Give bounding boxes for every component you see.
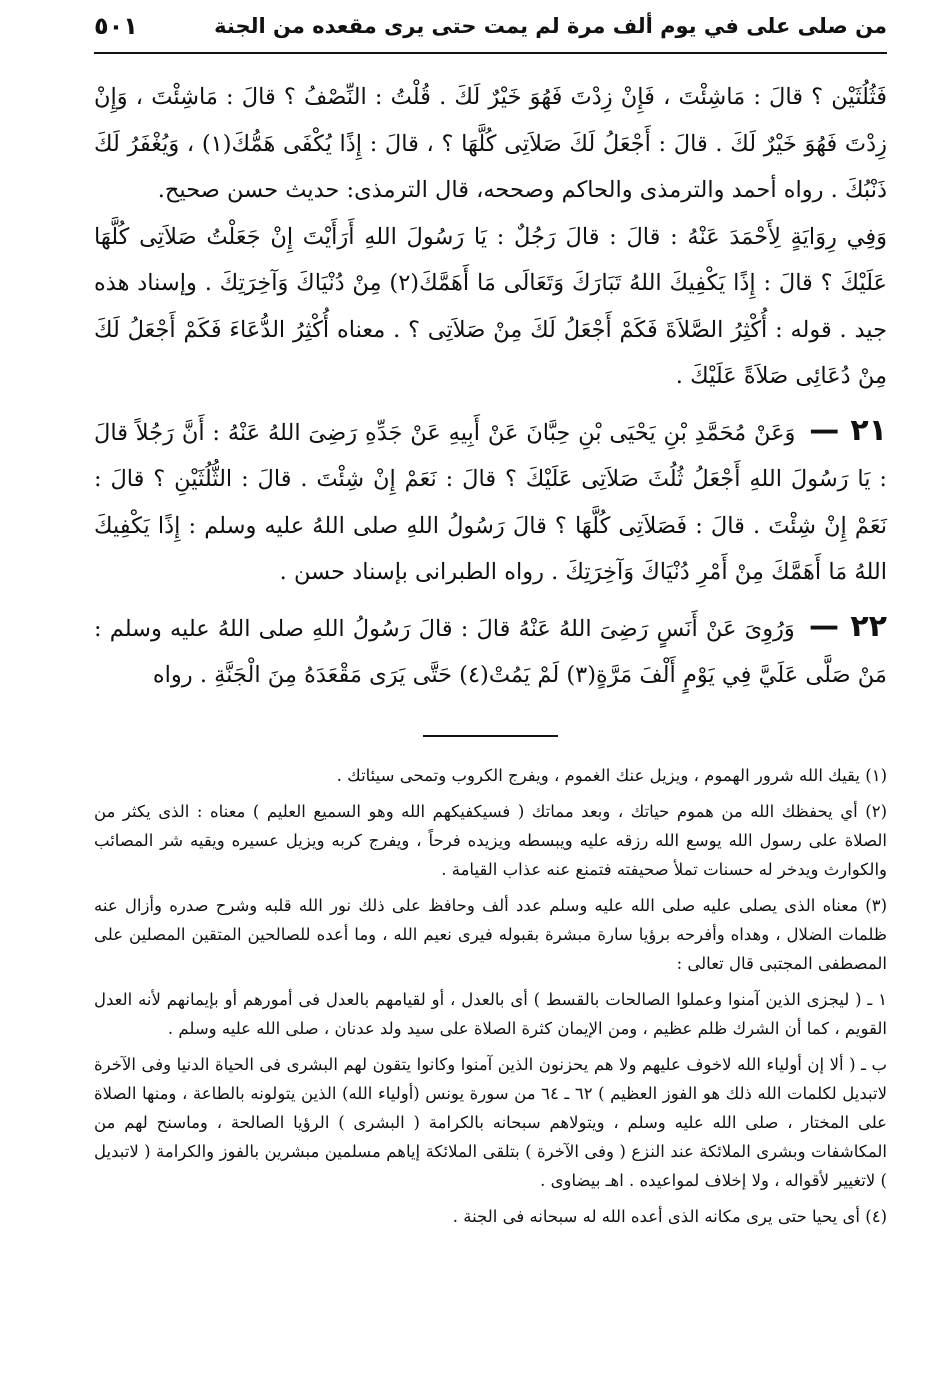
footnote-3-b: ب ـ ( ألا إن أولياء الله لاخوف عليهم ولا هم يحزنون الذين آمنوا وكانوا يتقون لهم البشرى فى الحياة الدنيا وفى الآخرة لاتبديل لكلمات الله ذلك هو الفوز العظيم ) ٦٢ ـ ٦٤ من سورة يونس (أولياء الله) الذين يتولونه بالطاعة ، ومنها الصلاة على المختار ، صلى الله عليه وسلم ، ويتولاهم سبحانه بالكرامة ( البشرى ) الرؤيا الصالحة ، وماسنح لهم من المكاشفات وبشرى الملائكة عند النزع ( وفى الآخرة ) بتلقى الملائكة إياهم مسلمين مبشرين بالفوز والكرامة ( لاتبديل ) لاتغيير لأقواله ، ولا إخلاف لمواعيده . اهـ بيضاوى . [94,1054,887,1190]
footnote-3-a: ١ ـ ( ليجزى الذين آمنوا وعملوا الصالحات بالقسط ) أى بالعدل ، أو لقيامهم بالعدل فى أمورهم أو بإيمانهم لأنه العدل القويم ، كما أن الشرك ظلم عظيم ، ومن الإيمان كثرة الصلاة على سيد ولد عدنان ، صلى الله عليه وسلم . [94,989,887,1038]
hadith-21-text: وَعَنْ مُحَمَّدِ بْنِ يَحْيَى بْنِ حِبَّانَ عَنْ أَبِيهِ عَنْ جَدِّهِ رَضِىَ اللهُ عَنْهُ : أَنَّ رَجُلاً قالَ : يَا رَسُولَ اللهِ أَجْعَلُ ثُلُثَ صَلاَتِى عَلَيْكَ ؟ قالَ : نَعَمْ إِنْ شِئْتَ . قالَ : الثُّلُثَيْنِ ؟ قالَ : نَعَمْ إِنْ شِئْتَ . قالَ : فَصَلاَتِى كُلَّهَا ؟ قالَ رَسُولُ اللهِ صلى اللهُ عليه وسلم : إِذًا يَكْفِيكَ اللهُ مَا أَهَمَّكَ مِنْ أَمْرِ دُنْيَاكَ وَآخِرَتِكَ . رواه الطبرانى بإسناد حسن . [94,419,887,585]
paragraph-1: فَثُلُثَيْن ؟ قالَ : مَاشِئْتَ ، فَإِنْ زِدْتَ فَهُوَ خَيْرٌ لَكَ . قُلْتُ : النِّصْفُ ؟ قالَ : مَاشِئْتَ ، وَإِنْ زِدْتَ فَهُوَ خَيْرٌ لَكَ . قالَ : أَجْعَلُ لَكَ صَلاَتِى كُلَّهَا ؟ ، قالَ : إِذًا يُكْفَى هَمُّكَ(١) ، وَيُغْفَرُ لَكَ ذَنْبُكَ . رواه أحمد والترمذى والحاكم وصححه، قال الترمذى: حديث حسن صحيح. [94,84,887,203]
hadith-22 [94,604,887,699]
footnote-3: (٣) معناه الذى يصلى عليه صلى الله عليه وسلم عدد ألف وحافظ على ذلك نور الله قلبه وشرح صدره وأزال عنه ظلمات الضلال ، وهداه وأفرحه برؤيا سارة مبشرة بقبوله فيرى نعيم الله ، وما أعده للصالحين المتقين المصلين على المصطفى المجتبى قال تعالى : [94,895,887,973]
paragraph-2: وَفِي رِوَايَةٍ لِأَحْمَدَ عَنْهُ : قالَ : قالَ رَجُلٌ : يَا رَسُولَ اللهِ أَرَأَيْتَ إِنْ جَعَلْتُ صَلاَتِى كُلَّهَا عَلَيْكَ ؟ قالَ : إِذًا يَكْفِيكَ اللهُ تَبَارَكَ وَتَعَالَى مَا أَهَمَّكَ(٢) مِنْ دُنْيَاكَ وَآخِرَتِكَ . وإسناد هذه جيد . قوله : أُكْثِرُ الصَّلاَةَ فَكَمْ أَجْعَلُ لَكَ مِنْ صَلاَتِى ؟ . معناه أُكْثِرُ الدُّعَاءَ فَكَمْ أَجْعَلُ لَكَ مِنْ دُعَائِى صَلاَةً عَلَيْكَ . [94,223,887,389]
hadith-22-text: وَرُوِىَ عَنْ أَنَسٍ رَضِىَ اللهُ عَنْهُ قالَ : قالَ رَسُولُ اللهِ صلى اللهُ عليه وسلم : مَنْ صَلَّى عَلَيَّ فِي يَوْمٍ أَلْفَ مَرَّةٍ(٣) لَمْ يَمُتْ(٤) حَتَّى يَرَى مَقْعَدَهُ مِنَ الْجَنَّةِ . رواه [94,615,887,688]
hadith-21-number: ٢١ — [809,412,888,448]
page-header [94,0,887,54]
footnote-2: (٢) أي يحفظك الله من هموم حياتك ، وبعد مماتك ( فسيكفيكهم الله وهو السميع العليم ) معناه : الذى يكثر من الصلاة على رسول الله يوسع الله رزقه عليه ويبسطه ويزيده فرحاً ، ويفرج كربه ويزيل عسيره ويقيه شر المصائب والكوارث ويدخر له حسنات تملأ صحيفته فتمنع عنه عذاب القيامة . [94,801,887,879]
footnote-4: (٤) أى يحيا حتى يرى مكانه الذى أعده الله له سبحانه فى الجنة . [452,1206,887,1226]
running-title: من صلى على في يوم ألف مرة لم يمت حتى يرى مقعده من الجنة [214,14,887,38]
hadith-21 [94,408,887,596]
footnote-separator [423,735,558,737]
hadith-22-number: ٢٢ — [808,608,887,644]
main-text [94,74,887,699]
footnote-1: (١) يقيك الله شرور الهموم ، ويزيل عنك الغموم ، ويفرج الكروب وتمحى سيئاتك . [336,765,887,785]
footnotes [94,761,887,1231]
page-number: ٥٠١ [94,12,138,40]
